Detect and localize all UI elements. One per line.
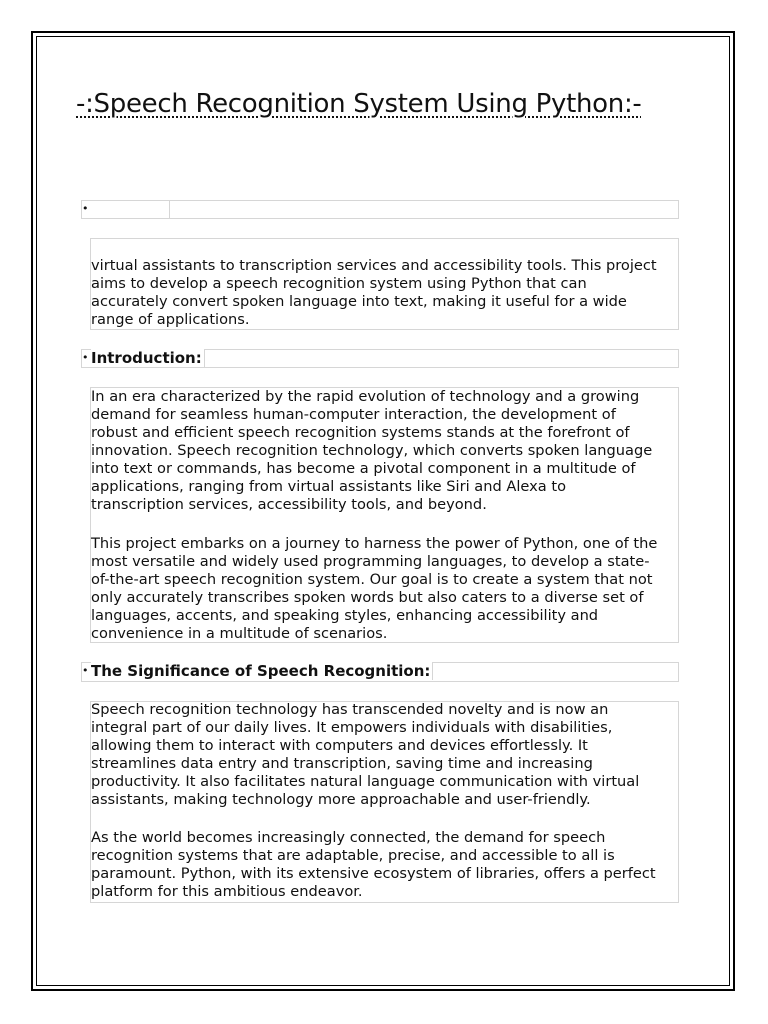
bullet-icon: •: [82, 202, 89, 215]
empty-bullet-box: [81, 200, 679, 219]
bullet-icon: •: [82, 351, 89, 364]
introduction-paragraph-1: In an era characterized by the rapid evolution of technology and a growing demand for seamless human-computer interaction, the development of robust and efficient speech recognition systems stands at the forefront of innovation. Speech recognition technology, which converts spoken language into text or commands, has become a pivotal component in a multitude of applications, ranging from virtual assistants like Siri and Alexa to transcription services, accessibility tools, and beyond.: [91, 388, 653, 513]
intro-paragraph: virtual assistants to transcription services and accessibility tools. This project aims to develop a speech recognition system using Python that can accurately convert spoken language into text, making it useful for a wide range of applications.: [91, 257, 657, 328]
section-heading-row: [82, 662, 90, 680]
document-title: -:Speech Recognition System Using Python:-: [76, 89, 642, 119]
section-heading-significance: The Significance of Speech Recognition:: [91, 662, 433, 680]
significance-paragraph-2: As the world becomes increasingly connected, the demand for speech recognition systems that are adaptable, precise, and accessible to all is paramount. Python, with its extensive ecosystem of libraries, offers a perfect platform for this ambitious endeavor.: [91, 829, 656, 900]
bullet-icon: •: [82, 664, 89, 677]
introduction-paragraph-2: This project embarks on a journey to harness the power of Python, one of the most versatile and widely used programming languages, to develop a state- of-the-art speech recognition system. Our goal is to create a system that not only accurately transcribes spoken words but also caters to a diverse set of languages, accents, and speaking styles, enhancing accessibility and convenience in a multitude of scenarios.: [91, 535, 658, 642]
significance-paragraph-1: Speech recognition technology has transcended novelty and is now an integral part of our daily lives. It empowers individuals with disabilities, allowing them to interact with computers and devices effortlessly. It streamlines data entry and transcription, saving time and increasing productivity. It also facilitates natural language communication with virtual assistants, making technology more approachable and user-friendly.: [91, 701, 640, 808]
section-heading-introduction: Introduction:: [91, 349, 205, 367]
section-heading-row: [82, 349, 90, 367]
empty-bullet-row: [82, 200, 90, 218]
empty-bullet-divider: [169, 200, 170, 219]
